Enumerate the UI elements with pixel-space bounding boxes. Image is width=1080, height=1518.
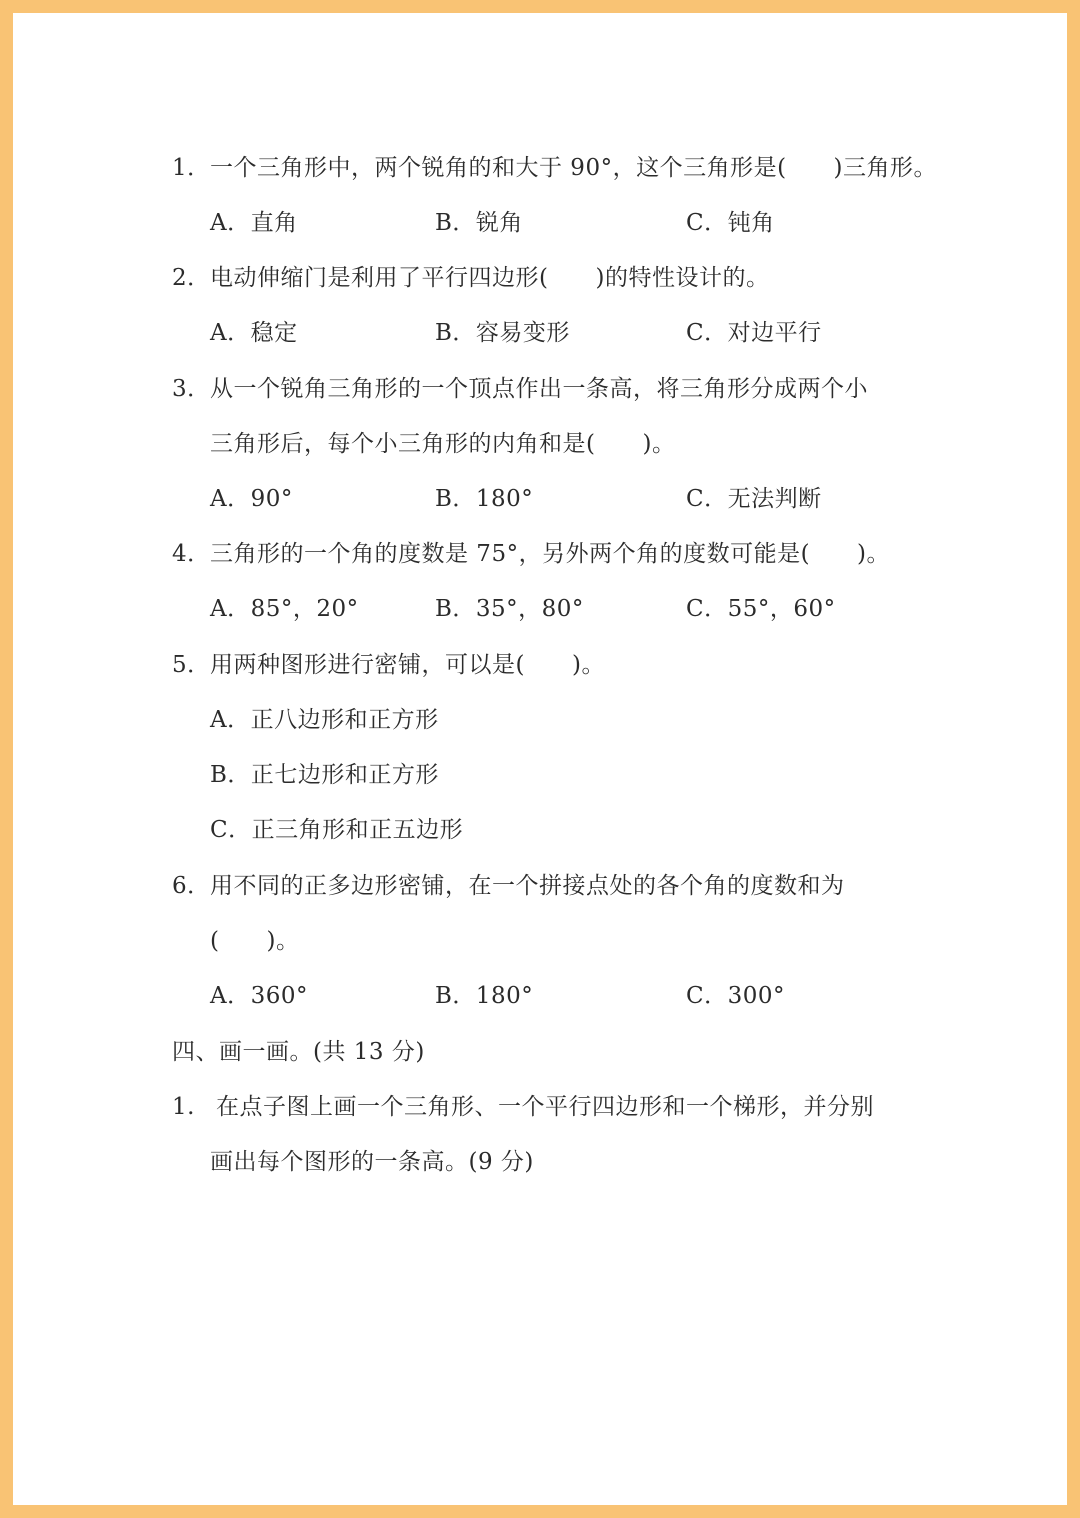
question-4-text: 三角形的一个角的度数是 75°，另外两个角的度数可能是( )。	[210, 541, 891, 567]
question-5-option-c: C．正三角形和正五边形	[210, 817, 464, 843]
question-5-option-b: B．正七边形和正方形	[210, 762, 439, 788]
question-6-text-line-1: 用不同的正多边形密铺，在一个拼接点处的各个角的度数和为	[210, 873, 845, 899]
question-5-option-a: A．正八边形和正方形	[210, 707, 439, 733]
question-4-option-c: C．55°，60°	[686, 596, 836, 622]
question-3-number: 3．	[172, 376, 211, 402]
question-2-option-c: C．对边平行	[686, 320, 822, 346]
question-1-number: 1．	[172, 155, 211, 181]
question-4-option-a: A．85°，20°	[210, 596, 359, 622]
question-6-option-a: A．360°	[210, 983, 309, 1009]
draw-question-1-text-line-2: 画出每个图形的一条高。(9 分)	[210, 1149, 534, 1175]
question-2-option-b: B．容易变形	[435, 320, 570, 346]
question-6-option-c: C．300°	[686, 983, 785, 1009]
question-1-option-c: C．钝角	[686, 210, 775, 236]
draw-question-1-number: 1.	[172, 1094, 195, 1120]
question-6-option-b: B．180°	[435, 983, 534, 1009]
question-1-option-a: A．直角	[210, 210, 298, 236]
question-2-number: 2．	[172, 265, 211, 291]
draw-question-1-text-line-1: 在点子图上画一个三角形、一个平行四边形和一个梯形，并分别	[216, 1094, 874, 1120]
question-3-text-line-2: 三角形后，每个小三角形的内角和是( )。	[210, 431, 676, 457]
question-4-number: 4．	[172, 541, 211, 567]
question-1-option-b: B．锐角	[435, 210, 523, 236]
question-3-option-a: A．90°	[210, 486, 293, 512]
question-6-text-line-2: ( )。	[210, 928, 300, 954]
worksheet-page	[13, 13, 1067, 1505]
question-6-number: 6．	[172, 873, 211, 899]
question-2-text: 电动伸缩门是利用了平行四边形( )的特性设计的。	[210, 265, 770, 291]
question-4-option-b: B．35°，80°	[435, 596, 584, 622]
question-1-text: 一个三角形中，两个锐角的和大于 90°，这个三角形是( )三角形。	[210, 155, 938, 181]
question-3-text-line-1: 从一个锐角三角形的一个顶点作出一条高，将三角形分成两个小	[210, 376, 868, 402]
question-3-option-b: B．180°	[435, 486, 534, 512]
question-3-option-c: C．无法判断	[686, 486, 822, 512]
question-2-option-a: A．稳定	[210, 320, 298, 346]
question-5-number: 5．	[172, 652, 211, 678]
section-4-heading: 四、画一画。(共 13 分)	[172, 1039, 425, 1065]
question-5-text: 用两种图形进行密铺，可以是( )。	[210, 652, 605, 678]
